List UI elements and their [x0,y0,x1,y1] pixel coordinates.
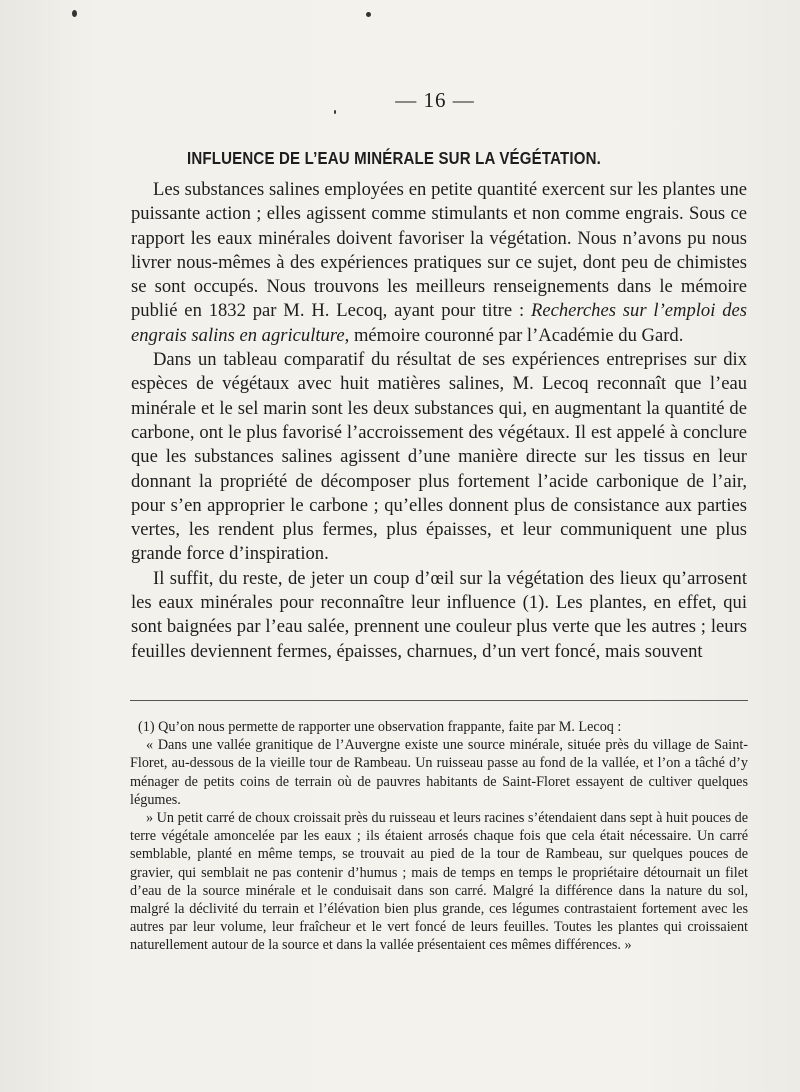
article-title: INFLUENCE DE L’EAU MINÉRALE SUR LA VÉGÉTATION. [186,148,602,168]
footnote-paragraph: » Un petit carré de choux croissait près du ruisseau et leurs racines s’étendaient dans sept à huit pouces de terre végétale amoncelée par les eaux ; ils étaient arrosés chaque fois que cela était nécessaire. Un carré semblable, planté en même temps, se trouvait au pied de la tour de Rambeau, sur quelques pouces de gravier, qui semblait ne pas contenir d’humus ; mais de temps en temps le propriétaire détournait un filet d’eau de la source minérale et le conduisait dans son carré. Malgré la différence dans la nature du sol, malgré la déclivité du terrain et l’élévation bien plus grande, ces légumes contrastaient fortement avec les autres par leur volume, leur fraîcheur et le vert foncé de leurs feuilles. Toutes les plantes qui croissaient naturellement autour de la source et dans la vallée présentaient ces mêmes différences. » [130,810,748,954]
paragraph: Dans un tableau comparatif du résultat de ses expériences entreprises sur dix espèces de végétaux avec huit matières salines, M. Lecoq reconnaît que l’eau minérale et le sel marin sont les deux substances qui, en augmentant la quantité de carbone, ont le plus favorisé l’accroissement des végétaux. Il est appelé à conclure que les substances salines agissent d’une manière directe sur les tissus en leur donnant la propriété de décomposer plus fortement l’acide carbonique de l’air, pour s’en approprier le carbone ; qu’elles donnent plus de consistance aux parties vertes, les rendent plus fermes, plus épaisses, et leur communiquent une plus grande force d’inspiration. [131,349,747,565]
paragraph [131,178,747,348]
footnote-paragraph: (1) Qu’on nous permette de rapporter une observation frappante, faite par M. Lecoq : [138,719,622,735]
cited-title: Recherches sur l’emploi des engrais salins en agriculture [131,300,747,346]
paragraph: Il suffit, du reste, de jeter un coup d’œil sur la végétation des lieux qu’arrosent les eaux minérales pour reconnaître leur influence (1). Les plantes, en effet, qui sont baignées par l’eau salée, prennent une couleur plus verte que les autres ; leurs feuilles deviennent fermes, épaisses, charnues, d’un vert foncé, mais souvent [131,567,747,662]
footnote-paragraph: « Dans une vallée granitique de l’Auvergne existe une source minérale, située près du village de Saint-Floret, au-dessous de la vieille tour de Rambeau. Un ruisseau passe au fond de la vallée, et l’on a tâché d’y ménager de petits coins de terrain où de pauvres habitants de Saint-Floret essayent de cultiver quelques légumes. [130,737,748,808]
page-number: — 16 — [395,88,475,112]
article-body [131,178,747,664]
footnote-divider [130,700,748,701]
paragraph-text: , mémoire couronné par l’Académie du Gard. [344,324,684,346]
ink-speck [366,12,371,17]
paragraph-text: Les substances salines employées en petite quantité exercent sur les plantes une puissante action ; elles agissent comme stimulants et non comme engrais. Sous ce rapport les eaux minérales doivent favoriser la végétation. Nous n’avons pu nous livrer nous-mêmes à des expériences pratiques sur ce sujet, dont peu de chimistes se sont occupés. Nous trouvons les meilleurs renseignements dans le mémoire publié en 1832 par M. H. Lecoq, ayant pour titre : [131,179,747,322]
ink-speck [72,10,77,17]
footnote [130,718,748,955]
